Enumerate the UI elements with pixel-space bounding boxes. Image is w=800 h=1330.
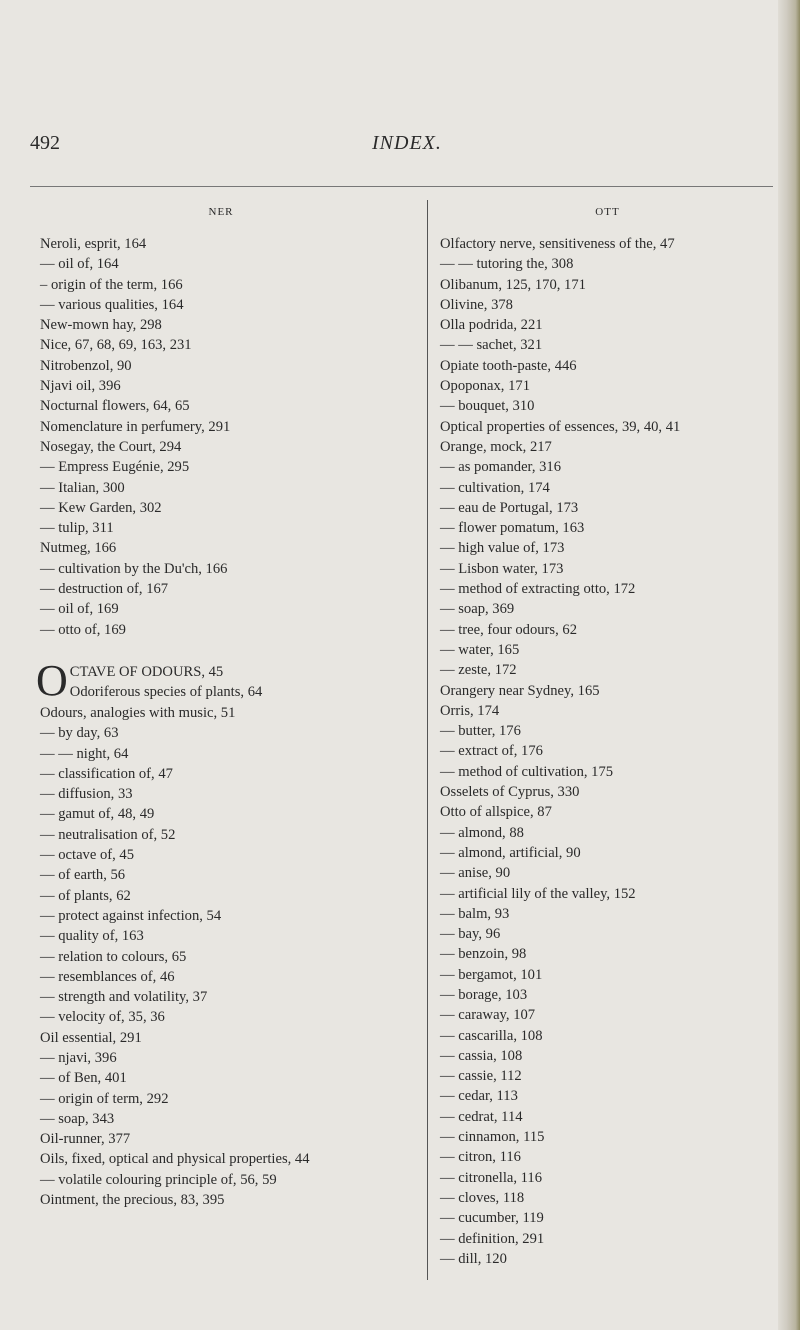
index-entry: — caraway, 107 bbox=[440, 1007, 536, 1024]
left-entries-b bbox=[40, 703, 422, 1210]
index-entry: — definition, 291 bbox=[440, 1230, 545, 1247]
index-entry: — oil of, 164 bbox=[40, 256, 119, 273]
index-entry: — citronella, 116 bbox=[440, 1169, 542, 1186]
index-entry: Olibanum, 125, 170, 171 bbox=[440, 276, 586, 293]
index-entry: Orange, mock, 217 bbox=[440, 438, 552, 455]
column-divider bbox=[427, 200, 428, 1280]
index-entry: — borage, 103 bbox=[440, 986, 528, 1003]
index-entry: — by day, 63 bbox=[40, 725, 119, 742]
index-entry: — eau de Portugal, 173 bbox=[440, 499, 579, 516]
index-entry: — soap, 343 bbox=[40, 1110, 115, 1127]
index-entry: — butter, 176 bbox=[440, 723, 521, 740]
index-entry: New-mown hay, 298 bbox=[40, 317, 162, 334]
index-entry: — otto of, 169 bbox=[40, 621, 126, 638]
index-entry: Optical properties of essences, 39, 40, 41 bbox=[440, 418, 681, 435]
right-column bbox=[440, 202, 775, 1269]
index-entry: — volatile colouring principle of, 56, 59 bbox=[40, 1171, 277, 1188]
index-entry: — citron, 116 bbox=[440, 1149, 521, 1166]
index-entry: — method of cultivation, 175 bbox=[440, 763, 614, 780]
index-entry: — classification of, 47 bbox=[40, 765, 173, 782]
index-entry: — bouquet, 310 bbox=[440, 398, 535, 415]
index-entry: — diffusion, 33 bbox=[40, 786, 133, 803]
index-entry: — strength and volatility, 37 bbox=[40, 989, 208, 1006]
drop-cap-letter: O bbox=[36, 655, 68, 705]
index-entry: — njavi, 396 bbox=[40, 1049, 117, 1066]
index-entry: — bay, 96 bbox=[440, 926, 501, 943]
index-entry: — resemblances of, 46 bbox=[40, 968, 175, 985]
right-guide-word: OTT bbox=[595, 206, 620, 218]
index-entry: Nitrobenzol, 90 bbox=[40, 357, 132, 374]
index-entry: — of earth, 56 bbox=[40, 867, 126, 884]
header-rule bbox=[30, 186, 773, 187]
index-entry: Njavi oil, 396 bbox=[40, 378, 121, 395]
index-entry: – origin of the term, 166 bbox=[40, 276, 183, 293]
section-gap bbox=[40, 640, 422, 662]
index-entry: — Kew Garden, 302 bbox=[40, 499, 162, 516]
index-entry: — Empress Eugénie, 295 bbox=[40, 459, 190, 476]
index-entry: — cassie, 112 bbox=[440, 1068, 522, 1085]
index-entry: — oil of, 169 bbox=[40, 601, 119, 618]
index-entry: Nice, 67, 68, 69, 163, 231 bbox=[40, 337, 192, 354]
index-entry: — gamut of, 48, 49 bbox=[40, 806, 155, 823]
index-entry: — relation to colours, 65 bbox=[40, 948, 187, 965]
index-entry: — anise, 90 bbox=[440, 865, 511, 882]
index-entry: Nomenclature in perfumery, 291 bbox=[40, 418, 231, 435]
index-entry: Neroli, esprit, 164 bbox=[40, 236, 147, 252]
index-entry: — zeste, 172 bbox=[440, 662, 517, 679]
index-entry: Orris, 174 bbox=[440, 702, 500, 719]
index-entry: — destruction of, 167 bbox=[40, 581, 169, 598]
index-entry: — of Ben, 401 bbox=[40, 1070, 127, 1087]
index-entry: — various qualities, 164 bbox=[40, 296, 184, 313]
index-entry: — quality of, 163 bbox=[40, 928, 144, 945]
octave-heading bbox=[36, 655, 422, 705]
index-entry: — — night, 64 bbox=[40, 745, 129, 762]
index-entry: — cultivation, 174 bbox=[440, 479, 550, 496]
index-entry: — velocity of, 35, 36 bbox=[40, 1009, 165, 1026]
index-entry: — flower pomatum, 163 bbox=[440, 520, 585, 537]
index-entry: — extract of, 176 bbox=[440, 743, 543, 760]
page-edge-shadow bbox=[778, 0, 800, 1330]
index-entry: — dill, 120 bbox=[440, 1250, 507, 1267]
index-entry: — benzoin, 98 bbox=[440, 946, 527, 963]
index-entry: — cassia, 108 bbox=[440, 1047, 523, 1064]
index-entry: — cascarilla, 108 bbox=[440, 1027, 543, 1044]
index-entry: — — tutoring the, 308 bbox=[440, 256, 574, 273]
index-entry: — cedrat, 114 bbox=[440, 1108, 523, 1125]
index-entry: — origin of term, 292 bbox=[40, 1090, 169, 1107]
index-entry: — high value of, 173 bbox=[440, 540, 565, 557]
index-entry: Oil-runner, 377 bbox=[40, 1131, 131, 1148]
index-entry: — cucumber, 119 bbox=[440, 1210, 544, 1227]
index-entry: Nutmeg, 166 bbox=[40, 540, 117, 557]
odoriferous-entry: Odoriferous species of plants, 64 bbox=[69, 684, 263, 701]
index-entry: Otto of allspice, 87 bbox=[440, 804, 552, 821]
octave-heading-line: CTAVE OF ODOURS, 45 bbox=[69, 663, 224, 680]
index-entry: — cloves, 118 bbox=[440, 1189, 525, 1206]
index-entry: Opoponax, 171 bbox=[440, 378, 530, 395]
page-header bbox=[0, 132, 800, 162]
index-entry: — protect against infection, 54 bbox=[40, 907, 222, 924]
index-entry: — cedar, 113 bbox=[440, 1088, 518, 1105]
index-entry: — almond, artificial, 90 bbox=[440, 844, 581, 861]
index-entry: Odours, analogies with music, 51 bbox=[40, 704, 236, 721]
page-number: 492 bbox=[30, 132, 60, 154]
running-head-title: INDEX. bbox=[372, 132, 442, 154]
index-entry: Oils, fixed, optical and physical properties, 44 bbox=[40, 1151, 310, 1168]
index-entry: — cultivation by the Du'ch, 166 bbox=[40, 560, 228, 577]
index-entry: Olla podrida, 221 bbox=[440, 317, 543, 334]
index-entry: — of plants, 62 bbox=[40, 887, 131, 904]
index-entry: — as pomander, 316 bbox=[440, 459, 562, 476]
index-entry: — cinnamon, 115 bbox=[440, 1129, 545, 1146]
index-entry: — method of extracting otto, 172 bbox=[440, 581, 636, 598]
index-entry: — balm, 93 bbox=[440, 905, 510, 922]
index-entry: — — sachet, 321 bbox=[440, 337, 543, 354]
index-entry: Nosegay, the Court, 294 bbox=[40, 438, 182, 455]
index-entry: — soap, 369 bbox=[440, 601, 515, 618]
index-entry: — water, 165 bbox=[440, 641, 520, 658]
left-column bbox=[36, 202, 422, 1210]
right-entries bbox=[440, 234, 775, 1269]
index-entry: — bergamot, 101 bbox=[440, 966, 543, 983]
index-entry: — Lisbon water, 173 bbox=[440, 560, 564, 577]
left-guide-word: NER bbox=[208, 206, 234, 218]
index-entry: Olivine, 378 bbox=[440, 296, 513, 313]
index-entry: Nocturnal flowers, 64, 65 bbox=[40, 398, 190, 415]
index-entry: — almond, 88 bbox=[440, 824, 524, 841]
index-entry: — Italian, 300 bbox=[40, 479, 125, 496]
index-entry: — tree, four odours, 62 bbox=[440, 621, 577, 638]
index-entry: — neutralisation of, 52 bbox=[40, 826, 176, 843]
index-entry: — artificial lily of the valley, 152 bbox=[440, 885, 636, 902]
index-entry: — octave of, 45 bbox=[40, 847, 135, 864]
index-entry: — tulip, 311 bbox=[40, 520, 114, 537]
index-entry: Opiate tooth-paste, 446 bbox=[440, 357, 577, 374]
index-entry: Osselets of Cyprus, 330 bbox=[440, 784, 580, 801]
index-entry: Ointment, the precious, 83, 395 bbox=[40, 1192, 225, 1209]
index-entry: Oil essential, 291 bbox=[40, 1029, 142, 1046]
index-entry: Olfactory nerve, sensitiveness of the, 47 bbox=[440, 236, 675, 252]
left-entries-a bbox=[40, 234, 422, 640]
index-entry: Orangery near Sydney, 165 bbox=[440, 682, 600, 699]
